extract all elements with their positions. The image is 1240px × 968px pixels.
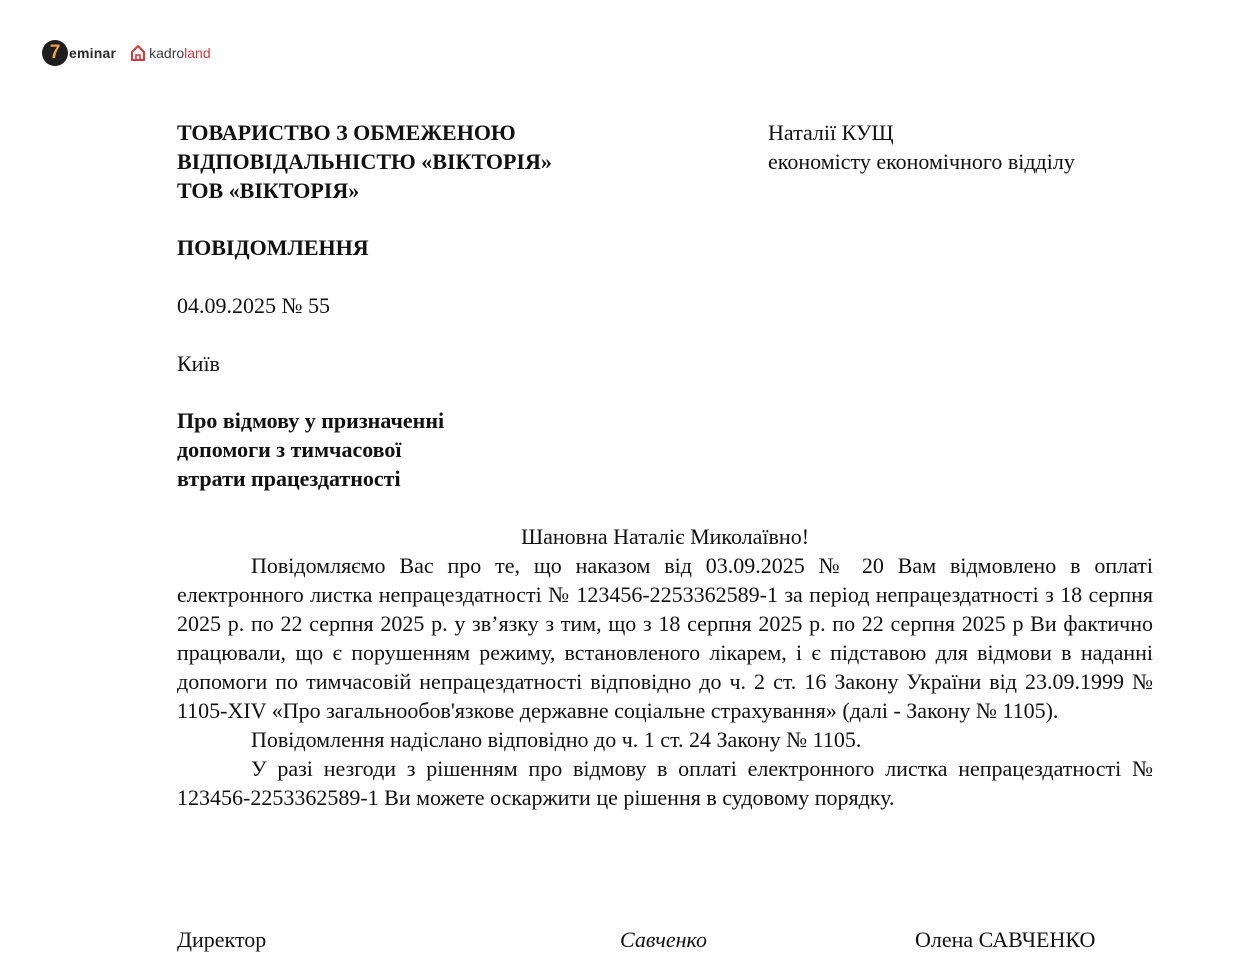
organization-line: ТОВ «ВІКТОРІЯ»	[177, 178, 360, 203]
logos	[42, 40, 211, 66]
body-paragraph: У разі незгоди з рішенням про відмову в оплаті електронного листка непрацездатності № 123456-2253362589-1 Ви можете оскаржити це рішення в судовому порядку.	[177, 756, 1153, 810]
signature-block	[177, 925, 1137, 954]
kadroland-logo	[130, 44, 211, 62]
subject-line: допомоги з тимчасової	[177, 437, 402, 462]
kadroland-logo-text: kadroland	[149, 45, 211, 61]
document-type: ПОВІДОМЛЕННЯ	[177, 235, 369, 260]
document-city: Київ	[177, 351, 220, 376]
seminar-logo-text: eminar	[69, 45, 117, 61]
signatory-position: Директор	[177, 927, 267, 952]
letter-body	[177, 522, 1153, 812]
organization-name	[177, 118, 552, 205]
seminar-logo	[42, 40, 116, 66]
addressee-position: економісту економічного відділу	[768, 149, 1075, 174]
handwritten-signature: Савченко	[620, 927, 708, 952]
organization-line: ВІДПОВІДАЛЬНІСТЮ «ВІКТОРІЯ»	[177, 149, 552, 174]
document-date-number: 04.09.2025 № 55	[177, 293, 330, 318]
subject-line: втрати працездатності	[177, 466, 401, 491]
addressee-name: Наталії КУЩ	[768, 120, 894, 145]
organization-line: ТОВАРИСТВО З ОБМЕЖЕНОЮ	[177, 120, 516, 145]
body-paragraph: Повідомлення надіслано відповідно до ч. 1 ст. 24 Закону № 1105.	[251, 727, 862, 752]
seminar-logo-mark: 7	[42, 40, 68, 66]
subject-line: Про відмову у призначенні	[177, 408, 445, 433]
addressee	[768, 118, 1075, 176]
salutation: Шановна Наталіє Миколаївно!	[520, 524, 810, 549]
kadroland-house-icon	[130, 44, 146, 62]
signatory-name: Олена САВЧЕНКО	[915, 927, 1096, 952]
body-paragraph: Повідомляємо Вас про те, що наказом від 03.09.2025 № 20 Вам відмовлено в оплаті електронного листка непрацездатності № 123456-2253362589-1 за період непрацездатності з 18 серпня 2025 р. по 22 серпня 2025 р. у зв’язку з тим, що з 18 серпня 2025 р. по 22 серпня 2025 р Ви фактично працювали, що є порушенням режиму, встановленого лікарем, і є підставою для відмови в наданні допомоги по тимчасовій непрацездатності відповідно до ч. 2 ст. 16 Закону України від 23.09.1999 № 1105-XIV «Про загальнообов'язкове державне соціальне страхування» (далі - Закону № 1105).	[177, 553, 1153, 723]
document-subject	[177, 406, 444, 493]
